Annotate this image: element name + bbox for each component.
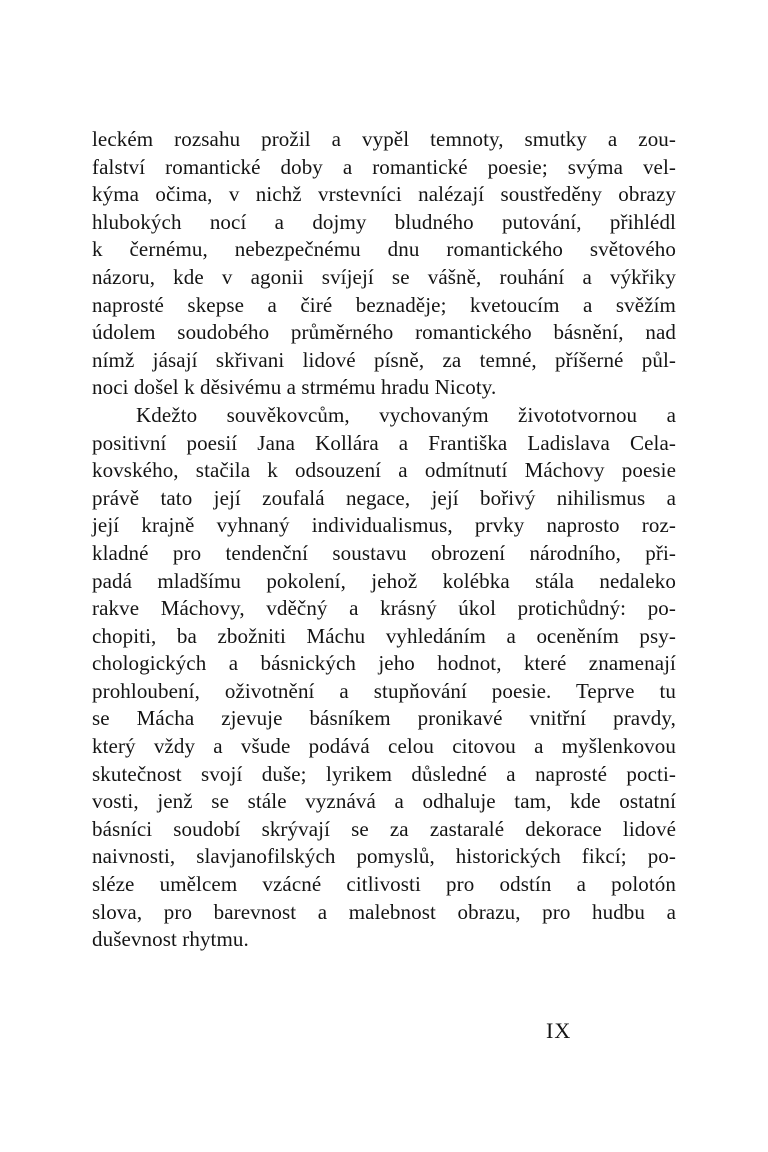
text-line: Kdežto souvěkovcům, vychovaným živototvornou a [136, 402, 676, 427]
text-line: názoru, kde v agonii svíjejí se vášně, rouhání a výkřiky [92, 264, 676, 289]
text-line: kovského, stačila k odsouzení a odmítnutí Máchovy poesie [92, 458, 676, 483]
text-line: naprosté skepse a čiré beznaděje; kvetoucím a svěžím [92, 292, 676, 317]
paragraph-1 [92, 126, 676, 402]
text-line: vosti, jenž se stále vyznává a odhaluje tam, kde ostatní [92, 789, 676, 814]
text-line: básníci soudobí skrývají se za zastaralé dekorace lidové [92, 816, 676, 841]
page-number: IX [546, 1018, 572, 1043]
paragraph-2 [92, 402, 676, 954]
text-line: falství romantické doby a romantické poesie; svýma vel- [92, 154, 676, 179]
text-line: noci došel k děsivému a strmému hradu Nicoty. [92, 375, 497, 400]
text-line: se Mácha zjevuje básníkem pronikavé vnitřní pravdy, [92, 706, 676, 731]
text-line: kýma očima, v nichž vrstevníci nalézají soustředěny obrazy [92, 182, 676, 207]
text-line: chologických a básnických jeho hodnot, které znamenají [92, 651, 676, 676]
text-line: prohloubení, oživotnění a stupňování poesie. Teprve tu [92, 678, 676, 703]
text-line: padá mladšímu pokolení, jehož kolébka stála nedaleko [92, 568, 676, 593]
text-line: leckém rozsahu prožil a vypěl temnoty, smutky a zou- [92, 127, 676, 151]
text-line: duševnost rhytmu. [92, 927, 249, 952]
text-line: údolem soudobého průměrného romantického básnění, nad [92, 320, 676, 345]
text-line: právě tato její zoufalá negace, její bořivý nihilismus a [92, 485, 676, 510]
text-line: který vždy a všude podává celou citovou a myšlenkovou [92, 734, 676, 759]
text-line: sléze umělcem vzácné citlivosti pro odstín a polotón [92, 872, 676, 897]
body-text [92, 126, 676, 954]
text-line: k černému, nebezpečnému dnu romantického světového [92, 237, 676, 262]
text-line: hlubokých nocí a dojmy bludného putování, přihlédl [92, 209, 676, 234]
text-line: skutečnost svojí duše; lyrikem důsledné a naprosté pocti- [92, 761, 676, 786]
text-line: její krajně vyhnaný individualismus, prvky naprosto roz- [92, 513, 676, 538]
text-line: chopiti, ba zbožniti Máchu vyhledáním a oceněním psy- [92, 623, 676, 648]
text-line: nímž jásají skřivani lidové písně, za temné, příšerné půl- [92, 347, 676, 372]
text-line: naivnosti, slavjanofilských pomyslů, historických fikcí; po- [92, 844, 676, 869]
text-line: kladné pro tendenční soustavu obrození národního, při- [92, 540, 676, 565]
text-line: rakve Máchovy, vděčný a krásný úkol protichůdný: po- [92, 596, 676, 621]
text-line: positivní poesií Jana Kollára a Františka Ladislava Cela- [92, 430, 676, 455]
text-line: slova, pro barevnost a malebnost obrazu, pro hudbu a [92, 899, 676, 924]
